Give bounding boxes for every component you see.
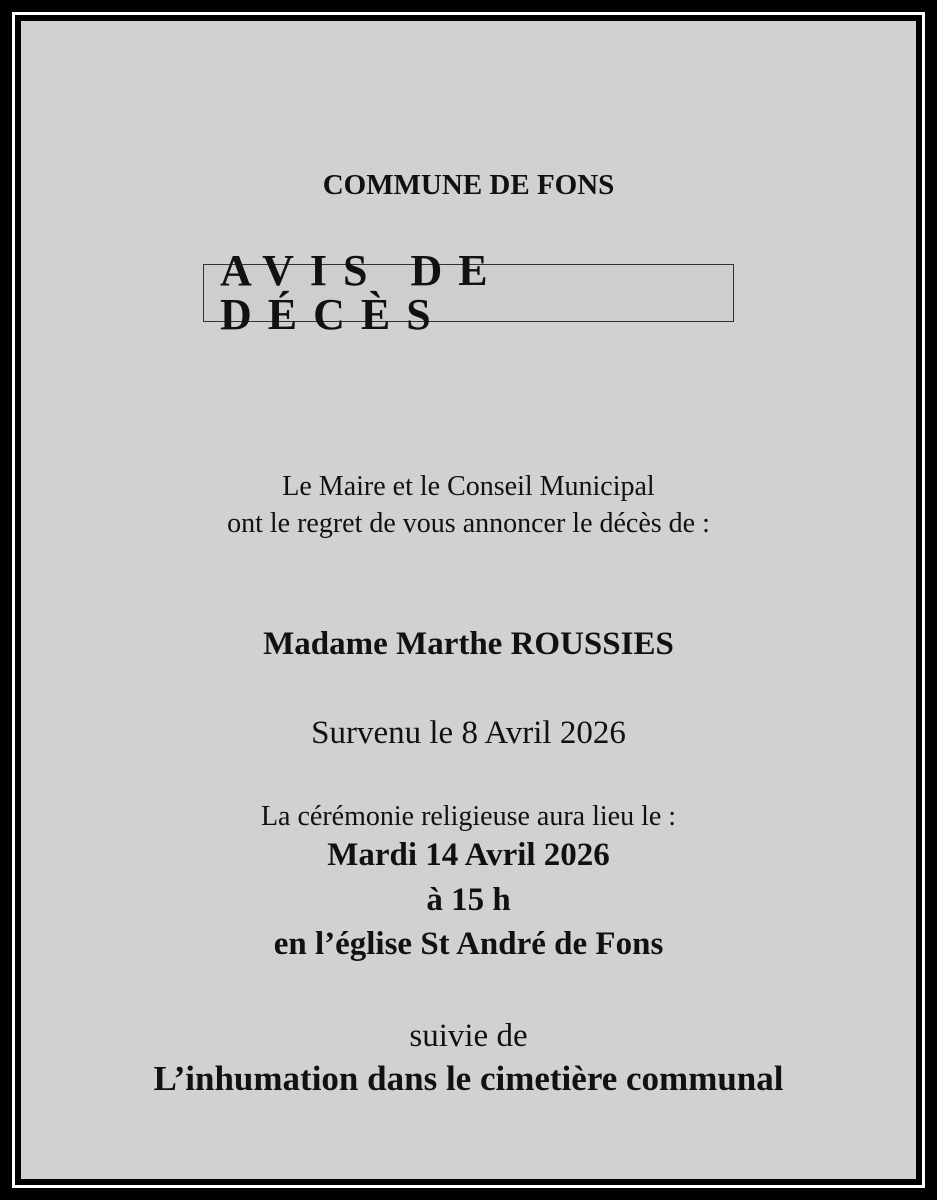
death-date: Survenu le 8 Avril 2026 — [311, 715, 626, 751]
deceased-name: Madame Marthe ROUSSIES — [263, 626, 674, 662]
intro-line-1: Le Maire et le Conseil Municipal — [282, 471, 655, 502]
ceremony-time: à 15 h — [426, 882, 511, 918]
burial-info: L’inhumation dans le cimetière communal — [153, 1059, 784, 1098]
intro-line-2: ont le regret de vous annoncer le décès de : — [227, 508, 710, 539]
followed-by: suivie de — [409, 1018, 528, 1054]
commune-heading: COMMUNE DE FONS — [322, 169, 615, 201]
ceremony-intro: La cérémonie religieuse aura lieu le : — [260, 801, 677, 832]
title-box — [203, 246, 734, 339]
notice-panel — [21, 21, 916, 1179]
notice-title: AVIS DE DÉCÈS — [220, 246, 504, 339]
ceremony-place: en l’église St André de Fons — [273, 926, 664, 962]
ceremony-date: Mardi 14 Avril 2026 — [327, 837, 610, 873]
